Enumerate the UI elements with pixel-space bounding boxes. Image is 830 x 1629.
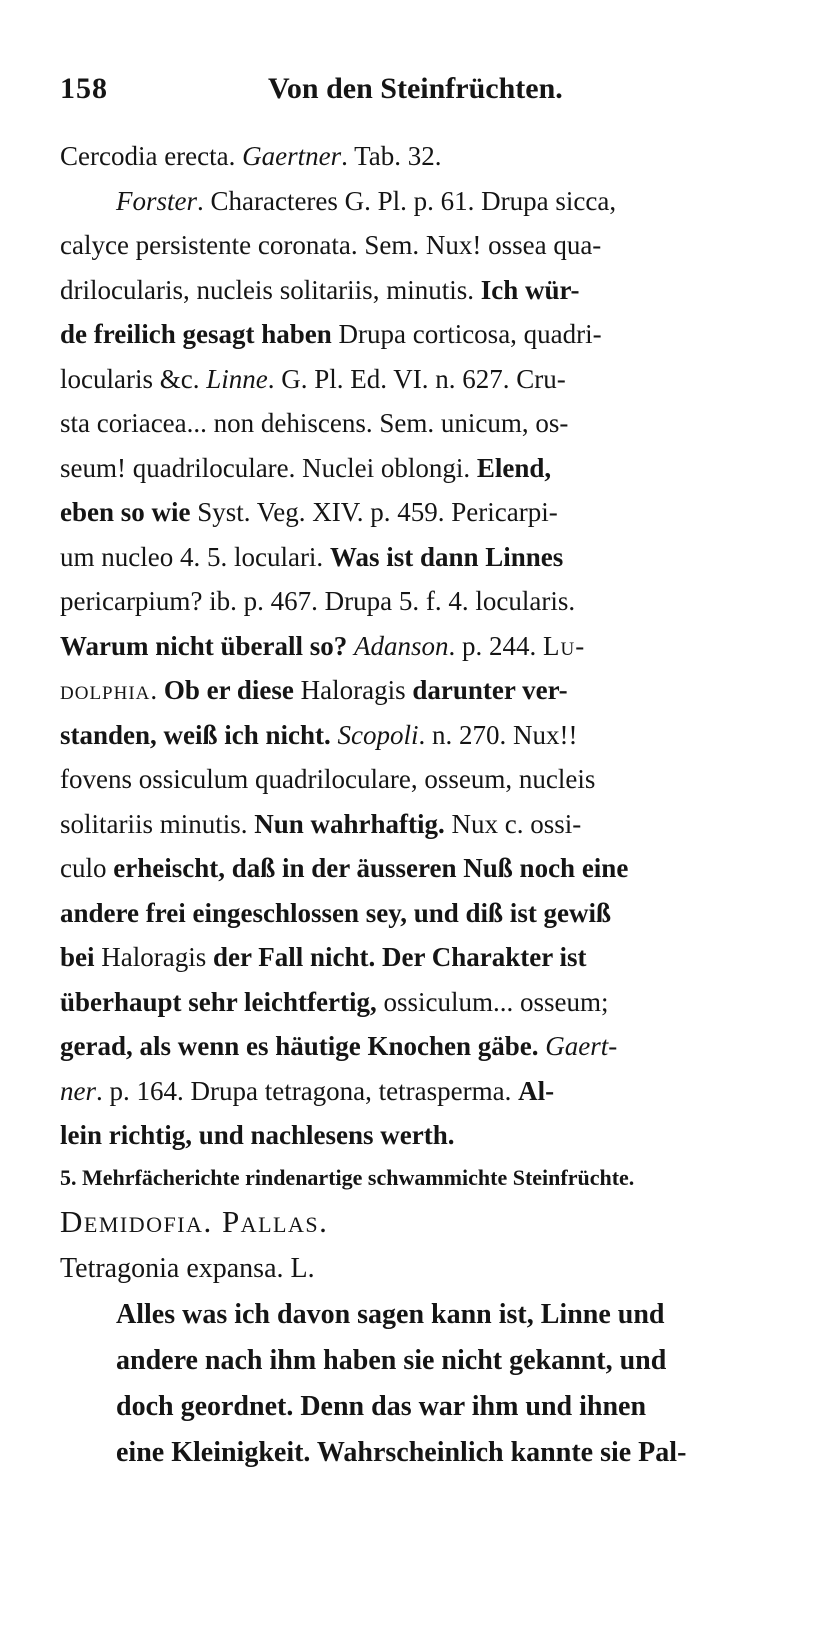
text-run: culo [60, 853, 114, 883]
text-line [60, 401, 800, 446]
text-run: Syst. Veg. XIV. p. 459. Pericarpi- [190, 497, 558, 527]
german-paragraph [60, 1292, 800, 1476]
text-line [60, 446, 800, 491]
author-ref: Gaertner [242, 141, 342, 171]
text-run: fovens ossiculum quadriloculare, osseum, nucleis [60, 764, 596, 794]
german-run: überhaupt sehr leichtfertig, [60, 986, 377, 1017]
german-run: Was ist dann Linnes [329, 541, 564, 572]
text-run: Haloragis [94, 942, 213, 972]
text-run: . G. Pl. Ed. VI. n. 627. Cru- [267, 363, 566, 394]
text-line [60, 357, 800, 402]
german-run: de freilich gesagt haben [60, 319, 332, 349]
text-run: . Tab. 32. [341, 141, 442, 171]
text-line [60, 1024, 800, 1069]
german-run: lein richtig, und nachlesens werth. [60, 1120, 455, 1150]
text-line [60, 268, 800, 313]
text-run: Nux c. ossi- [444, 808, 582, 839]
text-line [60, 579, 800, 624]
species-heading: Tetragonia expansa. L. [60, 1252, 315, 1284]
text-line [60, 624, 800, 669]
text-run: drilocularis, nucleis solitariis, minutis. [60, 274, 481, 305]
text-run: pericarpium? ib. p. 467. Drupa 5. f. 4. locularis. [60, 586, 576, 616]
text-line: andere nach ihm haben sie nicht gekannt, und [116, 1344, 667, 1376]
text-line [60, 846, 800, 891]
text-run: . Characteres G. Pl. p. 61. Drupa sicca, [197, 185, 617, 216]
text-run: sta coriacea... non dehiscens. Sem. unicum, os- [60, 408, 569, 438]
author-ref: Linne [206, 363, 268, 394]
german-run: der Fall nicht. Der Charakter ist [212, 942, 587, 972]
author-ref: Gaert- [545, 1031, 618, 1061]
entry-title-line [60, 134, 800, 179]
text-line: eine Kleinigkeit. Wahrscheinlich kannte sie Pal- [116, 1436, 687, 1468]
text-run: . p. 164. Drupa tetragona, tetrasperma. [96, 1075, 519, 1106]
text-line [60, 312, 800, 357]
text-run: um nucleo 4. 5. loculari. [60, 541, 330, 572]
text-line [60, 980, 800, 1025]
text-run: calyce persistente coronata. Sem. Nux! ossea qua- [60, 230, 602, 260]
entry-title: Cercodia erecta. [60, 141, 243, 171]
text-run: ossiculum... osseum; [376, 986, 609, 1017]
german-run: Elend, [476, 452, 552, 483]
text-line [60, 802, 800, 847]
page-header [60, 72, 620, 116]
author-ref: Forster [116, 185, 197, 216]
text-run [331, 720, 338, 750]
genus-ref: dolphia [60, 675, 151, 705]
text-run: . [150, 675, 164, 705]
text-run: Drupa corticosa, quadri- [331, 319, 602, 349]
german-run: standen, weiß ich nicht. [60, 719, 331, 750]
german-run: Warum nicht überall so? [60, 630, 348, 661]
text-line [60, 490, 800, 535]
text-line: doch geordnet. Denn das war ihm und ihnen [116, 1390, 647, 1422]
german-run: Ich wür- [480, 274, 580, 305]
author-ref: Scopoli [337, 719, 419, 750]
text-line [60, 1113, 800, 1158]
genus-ref: Lu- [543, 630, 586, 661]
genus-heading: Demidofia. Pallas. [60, 1203, 329, 1239]
text-run: . p. 244. [448, 630, 544, 661]
text-line [60, 891, 800, 936]
author-ref: ner [60, 1075, 96, 1106]
german-run: Nun wahrhaftig. [254, 808, 445, 839]
german-run: Al- [518, 1075, 555, 1106]
german-run: erheischt, daß in der äusseren Nuß noch eine [113, 853, 629, 883]
author-ref: Adanson [354, 630, 449, 661]
text-run: solitariis minutis. [60, 808, 255, 839]
german-run: eben so wie [60, 497, 191, 527]
running-head: Von den Steinfrüchten. [268, 72, 563, 105]
text-line [60, 757, 800, 802]
text-run: seum! quadriloculare. Nuclei oblongi. [60, 452, 477, 483]
text-line [60, 713, 800, 758]
page-number: 158 [60, 72, 108, 105]
text-line [60, 223, 800, 268]
german-run: darunter ver- [412, 675, 568, 705]
text-run: . n. 270. Nux!! [418, 719, 578, 750]
text-line [60, 535, 800, 580]
text-line: Alles was ich davon sagen kann ist, Linne und [116, 1298, 665, 1330]
page-body [60, 134, 800, 1476]
section-heading: 5. Mehrfächerichte rindenartige schwammichte Steinfrüchte. [60, 1164, 635, 1190]
text-line [60, 179, 800, 224]
text-line [60, 935, 800, 980]
german-run: gerad, als wenn es häutige Knochen gäbe. [60, 1031, 539, 1061]
text-line [60, 1069, 800, 1114]
german-run: bei [60, 942, 95, 972]
text-run: locularis &c. [60, 363, 207, 394]
german-run: andere frei eingeschlossen sey, und diß ist gewiß [60, 897, 612, 928]
text-run: Haloragis [293, 675, 413, 705]
text-line [60, 668, 800, 713]
german-run: Ob er diese [163, 675, 294, 705]
